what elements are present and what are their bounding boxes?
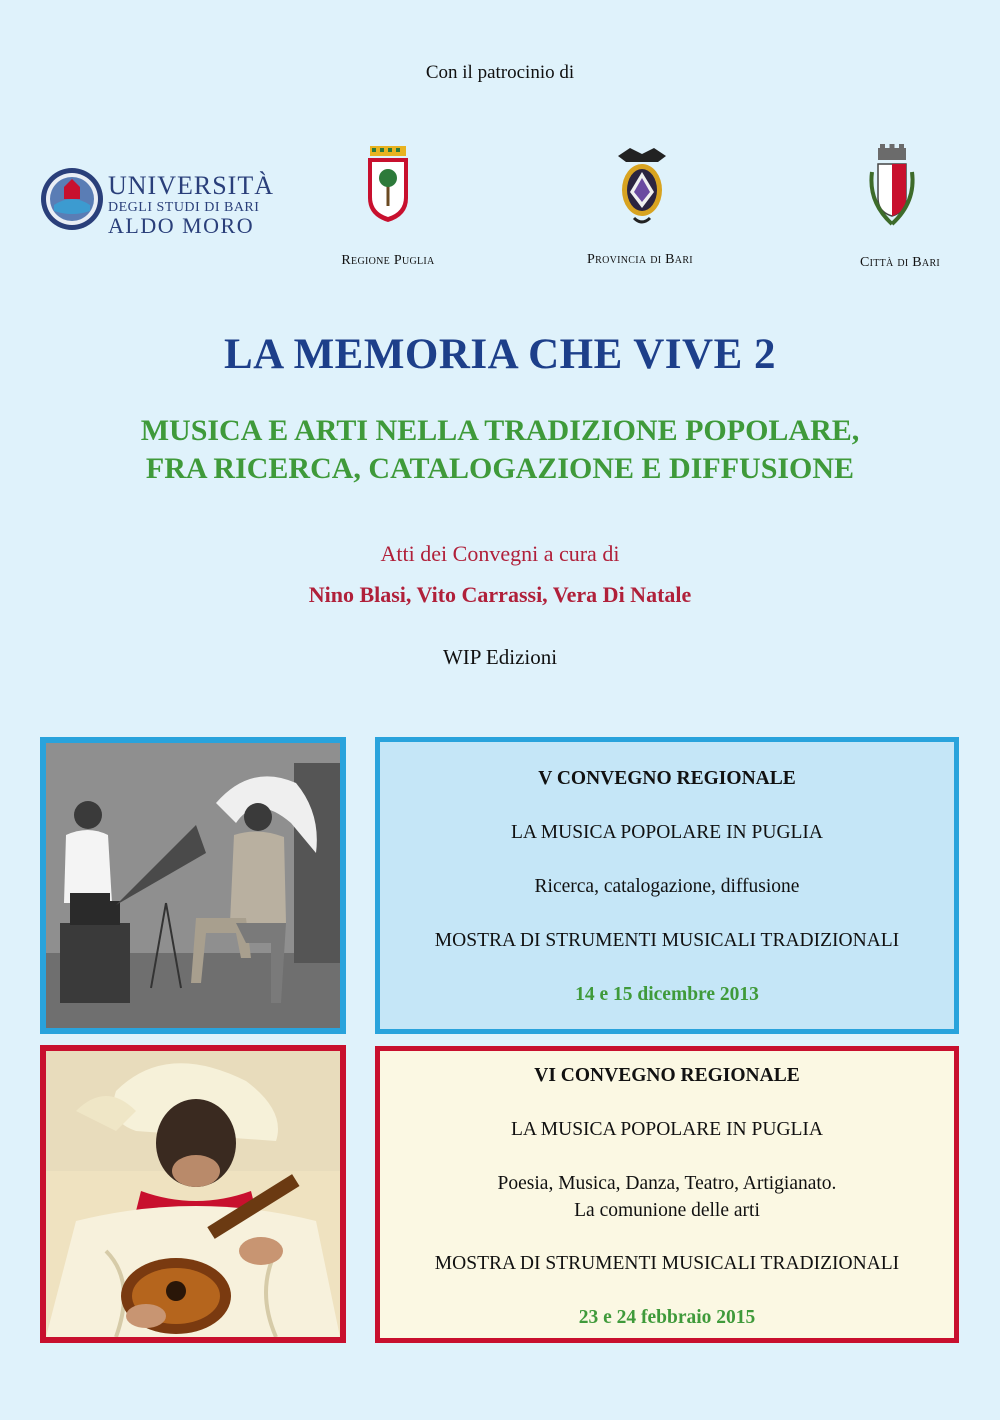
conference-vi-exhibition: MOSTRA DI STRUMENTI MUSICALI TRADIZIONALI: [434, 1253, 900, 1274]
subtitle-line2: FRA RICERCA, CATALOGAZIONE E DIFFUSIONE: [145, 452, 855, 485]
conference-vi-subtheme-line2: La comunione delle arti: [574, 1200, 760, 1221]
conference-v-exhibition: MOSTRA DI STRUMENTI MUSICALI TRADIZIONALI: [434, 930, 900, 951]
university-name-line1: UNIVERSITÀ: [108, 171, 274, 200]
provincia-bari-label: Provincia di Bari: [587, 252, 693, 267]
conference-v-subtheme: Ricerca, catalogazione, diffusione: [534, 876, 800, 897]
regione-puglia-label: Regione Puglia: [341, 253, 435, 268]
recording-session-photo: [40, 737, 346, 1034]
citta-bari-label: Città di Bari: [859, 255, 941, 270]
main-title: LA MEMORIA CHE VIVE 2: [223, 331, 777, 378]
conference-v-date: 14 e 15 dicembre 2013: [575, 984, 759, 1005]
university-name-line3: ALDO MORO: [108, 213, 255, 238]
university-seal-icon: [40, 167, 104, 231]
citta-bari-emblem-icon: [862, 144, 922, 228]
subtitle-line1: MUSICA E ARTI NELLA TRADIZIONE POPOLARE,: [140, 414, 860, 447]
conference-vi-subtheme-line1: Poesia, Musica, Danza, Teatro, Artigianato.: [497, 1173, 837, 1194]
conference-vi-theme: LA MUSICA POPOLARE IN PUGLIA: [510, 1119, 824, 1140]
conference-vi-heading: VI CONVEGNO REGIONALE: [534, 1065, 800, 1086]
conference-v-box: [375, 737, 959, 1034]
regione-puglia-emblem-icon: [358, 142, 418, 226]
conference-vi-box: [375, 1046, 959, 1343]
publisher-name: WIP Edizioni: [442, 645, 558, 669]
patronage-text: Con il patrocinio di: [425, 62, 575, 83]
university-name-line2: DEGLI STUDI DI BARI: [108, 200, 260, 215]
provincia-bari-emblem-icon: [612, 146, 672, 230]
conference-v-theme: LA MUSICA POPOLARE IN PUGLIA: [510, 822, 824, 843]
pulcinella-mandolin-photo: [40, 1045, 346, 1343]
university-logo: [40, 163, 274, 238]
editors-names: Nino Blasi, Vito Carrassi, Vera Di Natale: [308, 582, 692, 607]
conference-vi-date: 23 e 24 febbraio 2015: [578, 1307, 756, 1328]
edited-by-text: Atti dei Convegni a cura di: [380, 541, 620, 566]
conference-v-heading: V CONVEGNO REGIONALE: [538, 768, 796, 789]
